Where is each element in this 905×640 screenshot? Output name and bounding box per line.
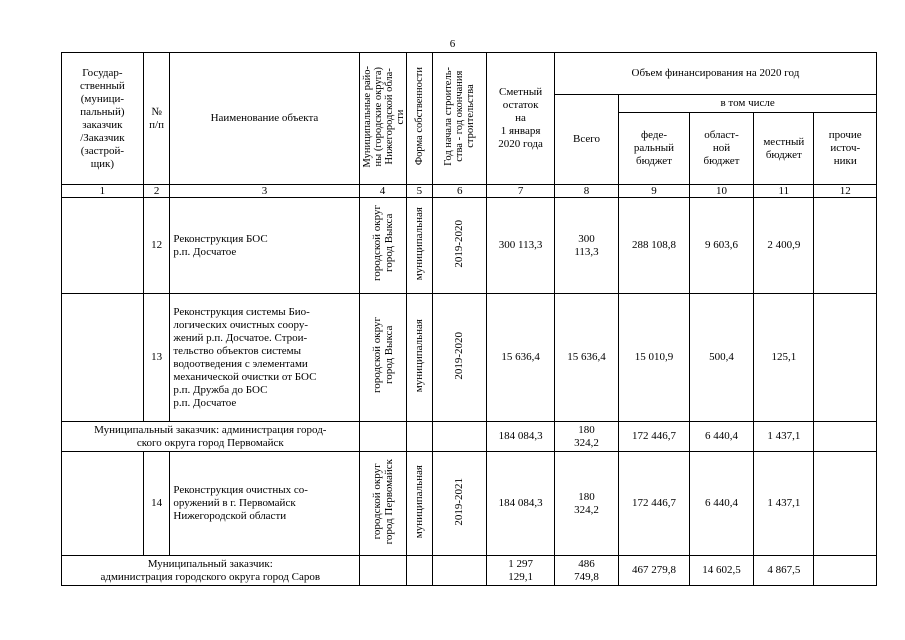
- subtotal-regional: 14 602,5: [689, 556, 753, 586]
- row-regional: 6 440,4: [689, 452, 753, 556]
- row-num: 12: [143, 198, 170, 294]
- col-number: 1: [62, 185, 144, 198]
- header-object-name: Наименование объекта: [170, 53, 359, 185]
- col-number: 4: [359, 185, 406, 198]
- row-other: [814, 198, 877, 294]
- row-ownership: муниципальная: [406, 294, 433, 422]
- row-total: 300 113,3: [554, 198, 618, 294]
- row-total: 180 324,2: [554, 452, 618, 556]
- row-federal: 172 446,7: [619, 452, 690, 556]
- header-financing: Объем финансирования на 2020 год: [554, 53, 876, 95]
- col-number: 10: [689, 185, 753, 198]
- table-row: [62, 452, 877, 556]
- subtotal-regional: 6 440,4: [689, 422, 753, 452]
- row-object-name: Реконструкция БОС р.п. Досчатое: [170, 198, 359, 294]
- col-number: 9: [619, 185, 690, 198]
- row-years: 2019-2020: [433, 294, 487, 422]
- financing-table: [61, 52, 877, 586]
- subtotal-other: [814, 556, 877, 586]
- table-row: [62, 294, 877, 422]
- header-regional: област- ной бюджет: [689, 113, 753, 185]
- row-num: 13: [143, 294, 170, 422]
- header-federal: феде- ральный бюджет: [619, 113, 690, 185]
- row-local: 1 437,1: [754, 452, 814, 556]
- subtotal-total: 180 324,2: [554, 422, 618, 452]
- row-ownership: муниципальная: [406, 198, 433, 294]
- row-district: городской округ город Выкса: [359, 294, 406, 422]
- row-balance: 15 636,4: [487, 294, 554, 422]
- subtotal-balance: 184 084,3: [487, 422, 554, 452]
- row-local: 2 400,9: [754, 198, 814, 294]
- subtotal-total: 486 749,8: [554, 556, 618, 586]
- subtotal-label: Муниципальный заказчик: администрация городского округа город Саров: [62, 556, 360, 586]
- header-balance: Сметный остаток на 1 января 2020 года: [487, 53, 554, 185]
- header-ownership: Форма собственности: [406, 53, 433, 185]
- subtotal-other: [814, 422, 877, 452]
- col-number: 8: [554, 185, 618, 198]
- row-regional: 9 603,6: [689, 198, 753, 294]
- row-district: городской округ город Выкса: [359, 198, 406, 294]
- subtotal-balance: 1 297 129,1: [487, 556, 554, 586]
- subtotal-federal: 172 446,7: [619, 422, 690, 452]
- col-number: 5: [406, 185, 433, 198]
- row-num: 14: [143, 452, 170, 556]
- table-row: [62, 198, 877, 294]
- row-object-name: Реконструкция системы Био- логических очистных соору- жений р.п. Досчатое. Строи- тельство объектов системы водоотведения с элементами механической очистки от БОС р.п. Дружба до БОС р.п. Досчатое: [170, 294, 359, 422]
- header-years: Год начала строитель- ства - год окончания строительства: [433, 53, 487, 185]
- col-number: 7: [487, 185, 554, 198]
- subtotal-local: 4 867,5: [754, 556, 814, 586]
- col-number: 3: [170, 185, 359, 198]
- subtotal-row: [62, 556, 877, 586]
- subtotal-row: [62, 422, 877, 452]
- row-regional: 500,4: [689, 294, 753, 422]
- subtotal-local: 1 437,1: [754, 422, 814, 452]
- row-federal: 288 108,8: [619, 198, 690, 294]
- row-federal: 15 010,9: [619, 294, 690, 422]
- row-balance: 300 113,3: [487, 198, 554, 294]
- header-including: в том числе: [619, 95, 877, 113]
- col-number: 12: [814, 185, 877, 198]
- row-other: [814, 294, 877, 422]
- header-customer: Государ- ственный (муници- пальный) заказчик /Заказчик (застрой- щик): [62, 53, 144, 185]
- page-number: 6: [449, 38, 456, 50]
- col-number: 6: [433, 185, 487, 198]
- header-local: местный бюджет: [754, 113, 814, 185]
- row-other: [814, 452, 877, 556]
- col-number: 11: [754, 185, 814, 198]
- row-district: городской округ город Первомайск: [359, 452, 406, 556]
- row-years: 2019-2020: [433, 198, 487, 294]
- row-object-name: Реконструкция очистных со- оружений в г. Первомайск Нижегородской области: [170, 452, 359, 556]
- header-district: Муниципальные райо- ны (городские округа) Нижегородской обла- сти: [359, 53, 406, 185]
- header-other: прочие источ- ники: [814, 113, 877, 185]
- row-balance: 184 084,3: [487, 452, 554, 556]
- row-ownership: муниципальная: [406, 452, 433, 556]
- header-total: Всего: [554, 95, 618, 185]
- header-num: № п/п: [143, 53, 170, 185]
- row-local: 125,1: [754, 294, 814, 422]
- row-years: 2019-2021: [433, 452, 487, 556]
- subtotal-federal: 467 279,8: [619, 556, 690, 586]
- subtotal-label: Муниципальный заказчик: администрация город- ского округа город Первомайск: [62, 422, 360, 452]
- col-number: 2: [143, 185, 170, 198]
- row-total: 15 636,4: [554, 294, 618, 422]
